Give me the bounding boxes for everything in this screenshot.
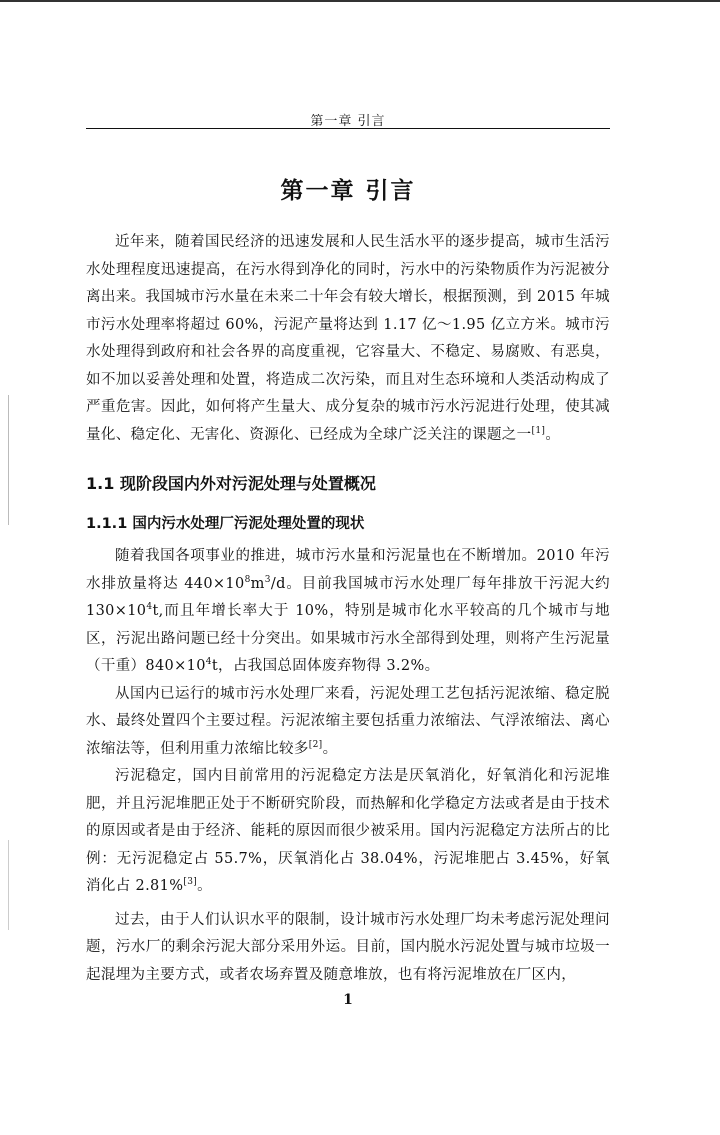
running-header: 第一章 引言 (310, 114, 386, 129)
intro-paragraph: 近年来，随着国民经济的迅速发展和人民生活水平的逐步提高，城市生活污水处理程度迅速提高，在污水得到净化的同时，污水中的污染物质作为污泥被分离出来。我国城市污水量在未来二十年会有较大增长，根据预测，到 2015 年城市污水处理率将超过 60%，污泥产量将达到 1.17 亿～1.95 亿立方米。城市污水处理得到政府和社会各界的高度重视，它容量大、不稳定、易腐败、有恶臭，如不加以妥善处理和处置，将造成二次污染，而且对生态环境和人类活动构成了严重危害。因此，如何将产生量大、成分复杂的城市污水污泥进行处理，使其减量化、稳定化、无害化、资源化、已经成为全球广泛关注的课题之一[1]。 (86, 234, 610, 443)
header-rule (86, 128, 610, 129)
scan-edge-top (0, 0, 720, 2)
paragraph-sludge-volume: 随着我国各项事业的推进，城市污水量和污泥量也在不断增加。2010 年污水排放量将达 $440\times 10^8m^3/d$。目前我国城市污水处理厂每年排放干污泥大约 $130\times 10^4t$,而且年增长率大于 10%，特别是城市化水平较高的几个城市与地区，污泥出路问题已经十分突出。如果城市污水全部得到处理，则将产生污泥量（干重）$840\times 10^4t$，占我国总固体废弃物得 3.2%。 (86, 548, 611, 674)
citation-ref: [2] (308, 739, 323, 750)
subsection-heading: 1.1.1 国内污水处理厂污泥处理处置的现状 (86, 516, 365, 532)
subsection-heading-block (86, 512, 610, 536)
intro-block (86, 229, 610, 449)
page-number: 1 (343, 992, 353, 1008)
body-block (86, 543, 610, 989)
paragraph-sludge-disposal: 过去，由于人们认识水平的限制，设计城市污水处理厂均未考虑污泥处理问题，污水厂的剩余污泥大部分采用外运。目前，国内脱水污泥处置与城市垃圾一起混埋为主要方式，或者农场弃置及随意堆放，也有将污泥堆放在厂区内， (86, 911, 610, 983)
section-heading-block (86, 472, 610, 496)
citation-ref: [1] (531, 425, 546, 436)
scan-artifact-left (8, 395, 9, 525)
section-heading: 1.1 现阶段国内外对污泥处理与处置概况 (86, 474, 376, 493)
paragraph-sludge-process: 从国内已运行的城市污水处理厂来看，污泥处理工艺包括污泥浓缩、稳定脱水、最终处置四个主要过程。污泥浓缩主要包括重力浓缩法、气浮浓缩法、离心浓缩法等，但利用重力浓缩比较多[2]。 (86, 685, 610, 757)
paragraph-sludge-stabilization: 污泥稳定，国内目前常用的污泥稳定方法是厌氧消化，好氧消化和污泥堆肥，并且污泥堆肥正处于不断研究阶段，而热解和化学稳定方法或者是由于技术的原因或者是由于经济、能耗的原因而很少被采用。国内污泥稳定方法所占的比例：无污泥稳定占 55.7%，厌氧消化占 38.04%，污泥堆肥占 3.45%，好氧消化占 2.81%[3]。 (86, 768, 610, 894)
chapter-title: 第一章 引言 (280, 178, 416, 204)
citation-ref: [3] (183, 877, 198, 888)
scan-artifact-left-lower (8, 840, 9, 930)
